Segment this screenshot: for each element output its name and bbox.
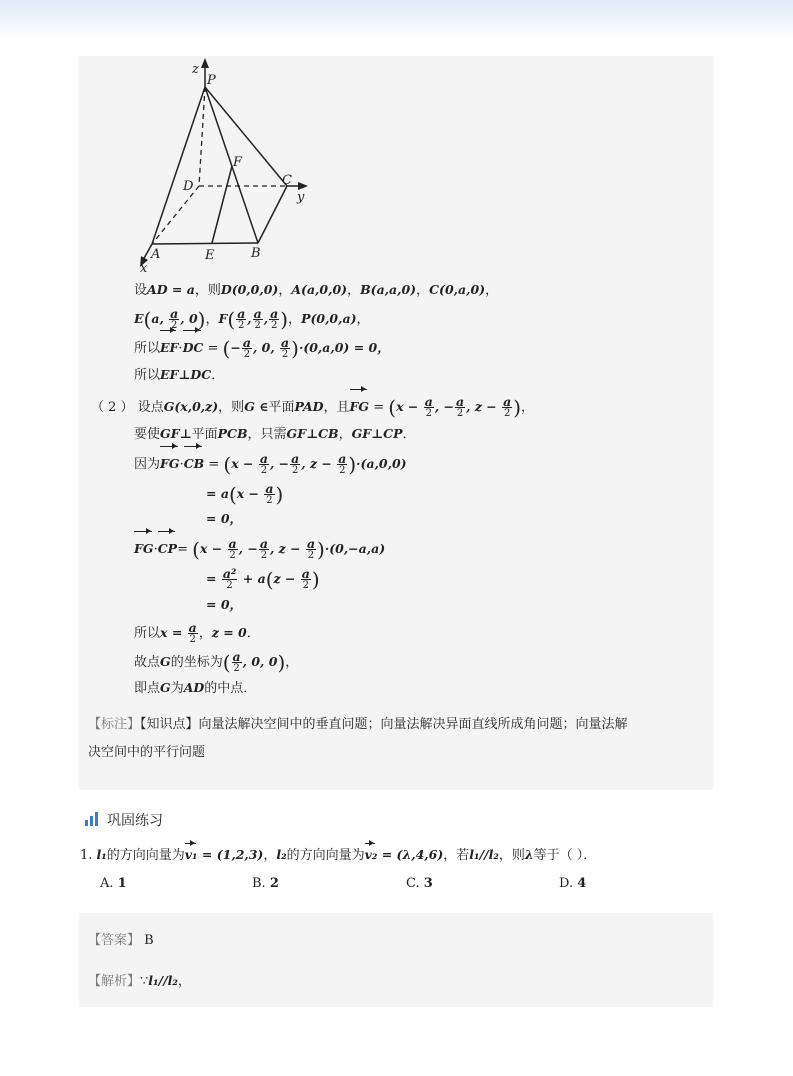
vector-DC: DC (183, 333, 204, 363)
point-F-label: F (233, 155, 243, 170)
sol1-line2: E(a, $\frac{a}{2}$ , 0)，F( $\frac{a}{2}$ , $\frac{a}{2}$ , $\frac{a}{2}$ )，P(0,0,a)， (134, 306, 370, 332)
option-B[interactable]: B. 2 (252, 876, 279, 891)
text: ， (278, 283, 292, 298)
pyramid-figure (130, 58, 320, 278)
point-B-label: B (251, 246, 261, 261)
answer-line (88, 932, 154, 950)
bar-chart-icon (84, 811, 100, 827)
note-tag: 【标注】 (88, 717, 141, 732)
sol2-line6: FG·CP= (x − $\frac{a}{2}$ , − $\frac{a}{2}$ , z − $\frac{a}{2}$ )·(0,−a,a) (134, 534, 385, 564)
math: EF⊥DC (160, 367, 212, 382)
knowledge-points: 【知识点】向量法解决空间中的垂直问题；向量法解决异面直线所成角问题；向量法解 (140, 717, 628, 732)
math: ·(0,a,0) = 0， (298, 340, 390, 355)
option-A[interactable]: A. 1 (100, 876, 127, 891)
answer-panel (79, 913, 713, 1007)
sol2-line1: （ 2 ） 设点G(x,0,z)，则G ∈平面PAD，且FG = (x − $\frac{a}{2}$ , − $\frac{a}{2}$ , z − $\frac{a}{2}$ )， (91, 392, 534, 422)
math: F (218, 311, 228, 326)
vector-FG: FG (134, 534, 154, 564)
point-D-label: D (183, 179, 194, 194)
sol1-line4: 所以EF⊥DC． (134, 367, 225, 383)
math: D(0,0,0) (220, 282, 279, 297)
analysis-line: 【解析】∵l₁//l₂， (88, 973, 191, 989)
vector-EF: EF (160, 333, 178, 363)
sol2-line11: 即点G为AD的中点． (134, 680, 257, 696)
sol2-line7: = $\frac{\text{a²}}{2}$ + a(z − $\frac{a}{2}$ ) (206, 566, 320, 592)
math: B(a,a,0) (360, 282, 417, 297)
text: 设 (134, 283, 148, 298)
fraction: $\frac{a}{2}$ (170, 306, 179, 331)
vector-FG: FG (350, 392, 370, 422)
sol2-line10: 故点G的坐标为( $\frac{a}{2}$ , 0, 0)， (134, 649, 299, 675)
sol2-line8: = 0， (206, 597, 243, 612)
text: ， (347, 283, 361, 298)
note-line2: 决空间中的平行问题 (88, 745, 206, 760)
option-C[interactable]: C. 3 (406, 876, 433, 891)
top-banner (0, 0, 793, 38)
text: ， (356, 312, 370, 327)
text: 所以 (134, 341, 161, 356)
option-D[interactable]: D. 4 (559, 876, 587, 891)
text: ， (288, 312, 302, 327)
sol2-line2: 要使GF⊥平面PCB，只需GF⊥CB，GF⊥CP． (134, 426, 416, 442)
sol1-line3: 所以EF·DC = (− $\frac{a}{2}$ , 0, $\frac{a}{2}$ )·(0,a,0) = 0， (134, 333, 390, 363)
section-title: 巩固练习 (107, 813, 163, 829)
point-C-label: C (282, 173, 292, 188)
vector-v1: v₁ (184, 847, 198, 862)
question-stem: 1. l₁的方向向量为v₁ = (1,2,3)，l₂的方向向量为v₂ = (λ,4,6)，若l₁//l₂，则λ等于（ ）． (80, 847, 597, 863)
axis-x-label: x (140, 261, 148, 276)
vector-CB: CB (184, 449, 205, 479)
math: A(a,0,0) (291, 282, 348, 297)
vector-FG: FG (160, 449, 180, 479)
math: C(0,a,0) (429, 282, 486, 297)
answer-tag: 【答案】 (88, 933, 141, 948)
text: ， (416, 283, 430, 298)
text: ， (205, 312, 219, 327)
sol1-line1 (134, 281, 498, 300)
math: E (134, 311, 144, 326)
answer-value: B (144, 933, 154, 948)
sol2-line3: 因为FG·CB = (x − $\frac{a}{2}$ , − $\frac{a}{2}$ , z − $\frac{a}{2}$ )·(a,0,0) (134, 449, 407, 479)
sol2-line4: = a(x − $\frac{a}{2}$ ) (206, 481, 284, 507)
point-E-label: E (205, 248, 215, 263)
axis-y-label: y (297, 190, 305, 205)
text: ， (485, 283, 499, 298)
vector-CP: CP (158, 534, 177, 564)
point-P-label: P (207, 73, 216, 88)
note-line1 (88, 716, 628, 734)
text: ，则 (194, 283, 221, 298)
math: P(0,0,a) (301, 311, 357, 326)
sol2-line9: 所以x = $\frac{a}{2}$ ，z = 0． (134, 620, 260, 645)
question-number: 1. (80, 848, 93, 863)
axis-z-label: z (192, 62, 199, 77)
math: AD = a (147, 282, 195, 297)
sol2-line5: = 0， (206, 511, 243, 526)
vector-v2: v₂ (364, 847, 378, 862)
analysis-tag: 【解析】 (88, 974, 141, 989)
part-number: （ 2 ） (91, 400, 134, 415)
point-A-label: A (151, 247, 161, 262)
